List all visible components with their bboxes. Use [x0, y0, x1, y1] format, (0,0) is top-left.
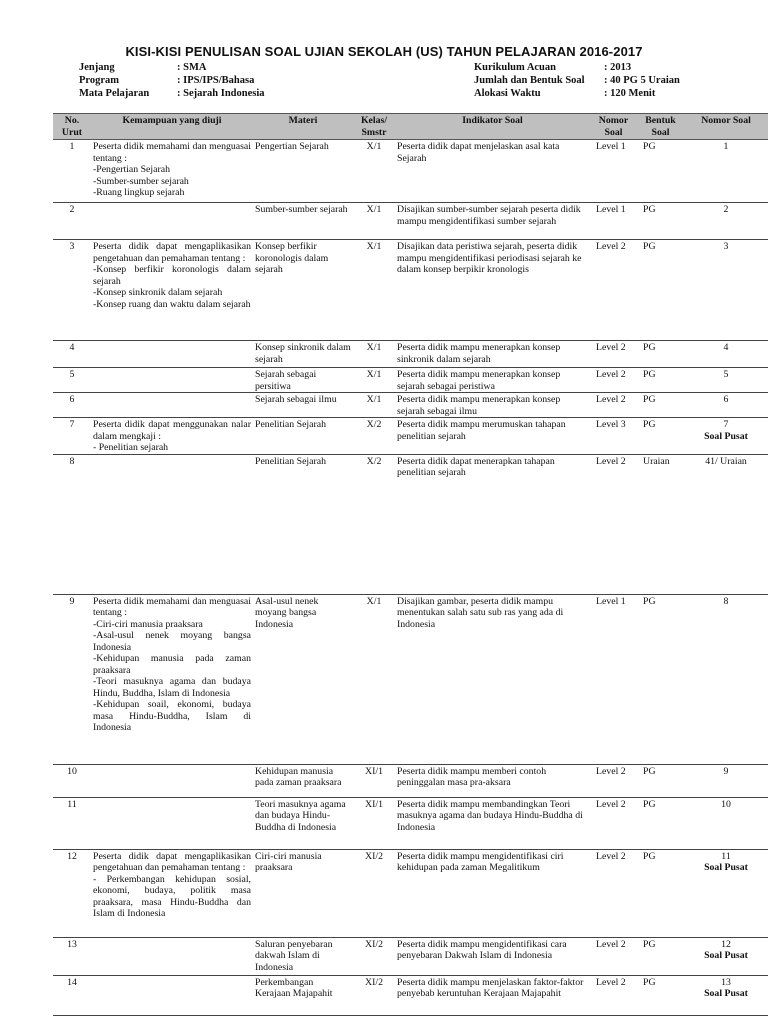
- meta-jumlah-soal: [474, 74, 680, 87]
- table-row: [53, 594, 768, 764]
- indikator-cell: Peserta didik mampu mengidentifikasi ciri kehidupan pada zaman Megalitikum: [395, 849, 590, 937]
- header-kemampuan: Kemampuan yang diuji: [91, 114, 253, 140]
- kemampuan-cell: [91, 341, 253, 368]
- kisi-kisi-table: [53, 113, 768, 1016]
- kemampuan-line: -Konsep berfikir koronologis dalam sejarah: [93, 264, 251, 287]
- row-number: 6: [53, 393, 91, 418]
- nomor-soal-value: 13: [721, 976, 731, 988]
- materi-cell: Sejarah sebagai ilmu: [253, 393, 353, 418]
- table-row: [53, 937, 768, 975]
- bentuk-cell: PG: [637, 418, 684, 455]
- materi-cell: Saluran penyebaran dakwah Islam di Indonesia: [253, 937, 353, 975]
- bentuk-cell: PG: [637, 975, 684, 1015]
- kemampuan-line: Peserta didik memahami dan menguasai tentang :: [93, 141, 251, 164]
- kemampuan-cell: [91, 454, 253, 594]
- bentuk-cell: Uraian: [637, 454, 684, 594]
- nomor-soal-cell: [684, 140, 768, 203]
- level-cell: Level 1: [590, 203, 637, 240]
- kemampuan-cell: [91, 203, 253, 240]
- kemampuan-cell: [91, 937, 253, 975]
- level-cell: Level 2: [590, 454, 637, 594]
- kelas-cell: XI/1: [353, 764, 395, 797]
- row-number: 7: [53, 418, 91, 455]
- header-materi: Materi: [253, 114, 353, 140]
- meta-label: Kurikulum Acuan: [474, 62, 556, 73]
- nomor-soal-cell: [684, 975, 768, 1015]
- header-bentuk: Bentuk Soal: [637, 114, 684, 140]
- materi-cell: Asal-usul nenek moyang bangsa Indonesia: [253, 594, 353, 764]
- table-row: [53, 797, 768, 849]
- nomor-soal-value: 1: [723, 141, 729, 152]
- nomor-soal-value: 5: [723, 369, 729, 380]
- kelas-cell: X/1: [353, 140, 395, 203]
- level-cell: Level 2: [590, 368, 637, 393]
- table-row: [53, 975, 768, 1015]
- nomor-soal-value: 41/ Uraian: [705, 455, 747, 467]
- bentuk-cell: PG: [637, 937, 684, 975]
- level-cell: Level 3: [590, 418, 637, 455]
- table-row: [53, 849, 768, 937]
- kemampuan-cell: [91, 594, 253, 764]
- nomor-soal-cell: [684, 937, 768, 975]
- materi-cell: Konsep sinkronik dalam sejarah: [253, 341, 353, 368]
- soal-pusat-label: Soal Pusat: [704, 950, 748, 961]
- bentuk-cell: PG: [637, 203, 684, 240]
- kelas-cell: X/1: [353, 393, 395, 418]
- kemampuan-line: -Konsep ruang dan waktu dalam sejarah: [93, 298, 251, 310]
- materi-cell: Penelitian Sejarah: [253, 418, 353, 455]
- kemampuan-cell: [91, 849, 253, 937]
- nomor-soal-cell: [684, 418, 768, 455]
- materi-cell: Kehidupan manusia pada zaman praaksara: [253, 764, 353, 797]
- nomor-soal-value: 12: [721, 938, 731, 950]
- indikator-cell: Peserta didik mampu membandingkan Teori masuknya agama dan budaya Hindu-Buddha di Indonesia: [395, 797, 590, 849]
- kelas-cell: X/1: [353, 240, 395, 341]
- kelas-cell: XI/2: [353, 937, 395, 975]
- kelas-cell: XI/2: [353, 975, 395, 1015]
- materi-cell: Konsep berfikir koronologis dalam sejarah: [253, 240, 353, 341]
- table-row: [53, 203, 768, 240]
- level-cell: Level 2: [590, 975, 637, 1015]
- kemampuan-line: - Perkembangan kehidupan sosial, ekonomi, budaya, politik masa praaksara, masa Hindu-Buddha dan Islam di Indonesia: [93, 873, 251, 919]
- nomor-soal-cell: [684, 393, 768, 418]
- indikator-cell: Peserta didik mampu menjelaskan faktor-faktor penyebab keruntuhan Kerajaan Majapahit: [395, 975, 590, 1015]
- header-no: No. Urut: [53, 114, 91, 140]
- kemampuan-cell: [91, 418, 253, 455]
- nomor-soal-cell: [684, 797, 768, 849]
- indikator-cell: Peserta didik mampu merumuskan tahapan penelitian sejarah: [395, 418, 590, 455]
- indikator-cell: Disajikan sumber-sumber sejarah peserta didik mampu mengidentifikasi sumber sejarah: [395, 203, 590, 240]
- indikator-cell: Peserta didik dapat menjelaskan asal kata Sejarah: [395, 140, 590, 203]
- meta-program: [79, 74, 265, 87]
- meta-value: : 2013: [604, 62, 632, 73]
- level-cell: Level 2: [590, 393, 637, 418]
- meta-left: [79, 61, 265, 100]
- document-title: KISI-KISI PENULISAN SOAL UJIAN SEKOLAH (US) TAHUN PELAJARAN 2016-2017: [125, 44, 643, 59]
- meta-mata-pelajaran: [79, 87, 265, 100]
- meta-value: : SMA: [177, 62, 207, 73]
- materi-cell: Ciri-ciri manusia praaksara: [253, 849, 353, 937]
- level-cell: Level 2: [590, 849, 637, 937]
- level-cell: Level 2: [590, 764, 637, 797]
- indikator-cell: Disajikan gambar, peserta didik mampu menentukan salah satu sub ras yang ada di Indonesia: [395, 594, 590, 764]
- kemampuan-line: Peserta didik dapat mengaplikasikan pengetahuan dan pemahaman tentang :: [93, 850, 251, 873]
- nomor-soal-value: 4: [723, 342, 729, 353]
- kemampuan-cell: [91, 975, 253, 1015]
- level-cell: Level 2: [590, 240, 637, 341]
- kemampuan-cell: [91, 140, 253, 203]
- header-indikator: Indikator Soal: [395, 114, 590, 140]
- kemampuan-line: -Kehidupan manusia pada zaman praaksara: [93, 653, 251, 676]
- bentuk-cell: PG: [637, 393, 684, 418]
- header-kelas: Kelas/ Smstr: [353, 114, 395, 140]
- level-cell: Level 2: [590, 937, 637, 975]
- table-row: [53, 240, 768, 341]
- kemampuan-line: Peserta didik dapat menggunakan nalar dalam mengkaji :: [93, 419, 251, 442]
- level-cell: Level 1: [590, 140, 637, 203]
- indikator-cell: Peserta didik mampu menerapkan konsep sejarah sebagai peristiwa: [395, 368, 590, 393]
- kemampuan-line: -Ciri-ciri manusia praaksara: [93, 618, 203, 630]
- kemampuan-line: -Sumber-sumber sejarah: [93, 175, 189, 187]
- meta-jenjang: [79, 61, 265, 74]
- meta-label: Jenjang: [79, 62, 115, 73]
- nomor-soal-value: 2: [723, 204, 729, 215]
- indikator-cell: Peserta didik mampu memberi contoh peninggalan masa pra-aksara: [395, 764, 590, 797]
- kelas-cell: XI/1: [353, 797, 395, 849]
- meta-value: : 120 Menit: [604, 88, 656, 99]
- soal-pusat-label: Soal Pusat: [704, 862, 748, 873]
- meta-right: [474, 61, 680, 100]
- row-number: 10: [53, 764, 91, 797]
- table-row: [53, 368, 768, 393]
- kemampuan-line: -Teori masuknya agama dan budaya Hindu, Buddha, Islam di Indonesia: [93, 676, 251, 699]
- kelas-cell: X/1: [353, 203, 395, 240]
- kemampuan-cell: [91, 368, 253, 393]
- kemampuan-line: Peserta didik dapat mengaplikasikan pengetahuan dan pemahaman tentang :: [93, 241, 251, 264]
- row-number: 5: [53, 368, 91, 393]
- meta-label: Jumlah dan Bentuk Soal: [474, 75, 585, 86]
- kemampuan-cell: [91, 797, 253, 849]
- table-row: [53, 393, 768, 418]
- row-number: 2: [53, 203, 91, 240]
- meta-value: : Sejarah Indonesia: [177, 88, 265, 99]
- indikator-cell: Peserta didik mampu menerapkan konsep sejarah sebagai ilmu: [395, 393, 590, 418]
- kemampuan-line: Peserta didik memahami dan menguasai tentang :: [93, 595, 251, 618]
- level-cell: Level 2: [590, 797, 637, 849]
- materi-cell: Pengertian Sejarah: [253, 140, 353, 203]
- kemampuan-line: -Ruang lingkup sejarah: [93, 187, 185, 198]
- nomor-soal-value: 7: [723, 419, 729, 430]
- nomor-soal-cell: [684, 594, 768, 764]
- kemampuan-line: -Konsep sinkronik dalam sejarah: [93, 287, 223, 298]
- bentuk-cell: PG: [637, 764, 684, 797]
- nomor-soal-value: 11: [721, 850, 731, 862]
- header-nomor: Nomor Soal: [684, 114, 768, 140]
- indikator-cell: Peserta didik mampu menerapkan konsep sinkronik dalam sejarah: [395, 341, 590, 368]
- kemampuan-cell: [91, 764, 253, 797]
- meta-value: : IPS/IPS/Bahasa: [177, 75, 255, 86]
- bentuk-cell: PG: [637, 594, 684, 764]
- kemampuan-cell: [91, 240, 253, 341]
- bentuk-cell: PG: [637, 240, 684, 341]
- kemampuan-line: -Pengertian Sejarah: [93, 164, 170, 175]
- table-row: [53, 454, 768, 594]
- indikator-cell: Disajikan data peristiwa sejarah, peserta didik mampu mengidentifikasi periodisasi sejarah ke dalam konsep berpikir kronologis: [395, 240, 590, 341]
- materi-cell: Sumber-sumber sejarah: [253, 203, 353, 240]
- row-number: 9: [53, 594, 91, 764]
- nomor-soal-cell: [684, 849, 768, 937]
- kemampuan-line: -Kehidupan soail, ekonomi, budaya masa Hindu-Buddha, Islam di Indonesia: [93, 699, 251, 733]
- kelas-cell: X/1: [353, 594, 395, 764]
- bentuk-cell: PG: [637, 849, 684, 937]
- row-number: 12: [53, 849, 91, 937]
- materi-cell: Perkembangan Kerajaan Majapahit: [253, 975, 353, 1015]
- meta-label: Program: [79, 75, 120, 86]
- row-number: 14: [53, 975, 91, 1015]
- nomor-soal-value: 3: [723, 241, 729, 252]
- kelas-cell: X/2: [353, 418, 395, 455]
- meta-alokasi-waktu: [474, 87, 680, 100]
- header-level: Nomor Soal: [590, 114, 637, 140]
- kemampuan-line: - Penelitian sejarah: [93, 442, 169, 453]
- table-row: [53, 140, 768, 203]
- nomor-soal-cell: [684, 454, 768, 594]
- meta-kurikulum: [474, 61, 680, 74]
- nomor-soal-value: 9: [723, 765, 729, 777]
- soal-pusat-label: Soal Pusat: [704, 988, 748, 999]
- nomor-soal-cell: [684, 764, 768, 797]
- materi-cell: Sejarah sebagai persitiwa: [253, 368, 353, 393]
- nomor-soal-value: 10: [721, 798, 731, 810]
- bentuk-cell: PG: [637, 140, 684, 203]
- kemampuan-cell: [91, 393, 253, 418]
- nomor-soal-cell: [684, 203, 768, 240]
- kelas-cell: X/2: [353, 454, 395, 594]
- kelas-cell: XI/2: [353, 849, 395, 937]
- bentuk-cell: PG: [637, 797, 684, 849]
- row-number: 8: [53, 454, 91, 594]
- bentuk-cell: PG: [637, 341, 684, 368]
- nomor-soal-cell: [684, 341, 768, 368]
- indikator-cell: Peserta didik dapat menerapkan tahapan penelitian sejarah: [395, 454, 590, 594]
- row-number: 4: [53, 341, 91, 368]
- materi-cell: Teori masuknya agama dan budaya Hindu-Buddha di Indonesia: [253, 797, 353, 849]
- nomor-soal-value: 6: [723, 394, 729, 405]
- kelas-cell: X/1: [353, 341, 395, 368]
- row-number: 1: [53, 140, 91, 203]
- kemampuan-line: -Asal-usul nenek moyang bangsa Indonesia: [93, 630, 251, 653]
- table-row: [53, 764, 768, 797]
- nomor-soal-value: 8: [723, 595, 729, 607]
- row-number: 11: [53, 797, 91, 849]
- indikator-cell: Peserta didik mampu mengidentifikasi cara penyebaran Dakwah Islam di Indonesia: [395, 937, 590, 975]
- materi-cell: Penelitian Sejarah: [253, 454, 353, 594]
- meta-value: : 40 PG 5 Uraian: [604, 75, 680, 86]
- table-header-row: [53, 114, 768, 140]
- nomor-soal-cell: [684, 368, 768, 393]
- bentuk-cell: PG: [637, 368, 684, 393]
- table-row: [53, 418, 768, 455]
- meta-label: Mata Pelajaran: [79, 88, 150, 99]
- level-cell: Level 1: [590, 594, 637, 764]
- soal-pusat-label: Soal Pusat: [704, 430, 748, 442]
- row-number: 13: [53, 937, 91, 975]
- row-number: 3: [53, 240, 91, 341]
- level-cell: Level 2: [590, 341, 637, 368]
- meta-label: Alokasi Waktu: [474, 88, 541, 99]
- table-row: [53, 341, 768, 368]
- nomor-soal-cell: [684, 240, 768, 341]
- kelas-cell: X/1: [353, 368, 395, 393]
